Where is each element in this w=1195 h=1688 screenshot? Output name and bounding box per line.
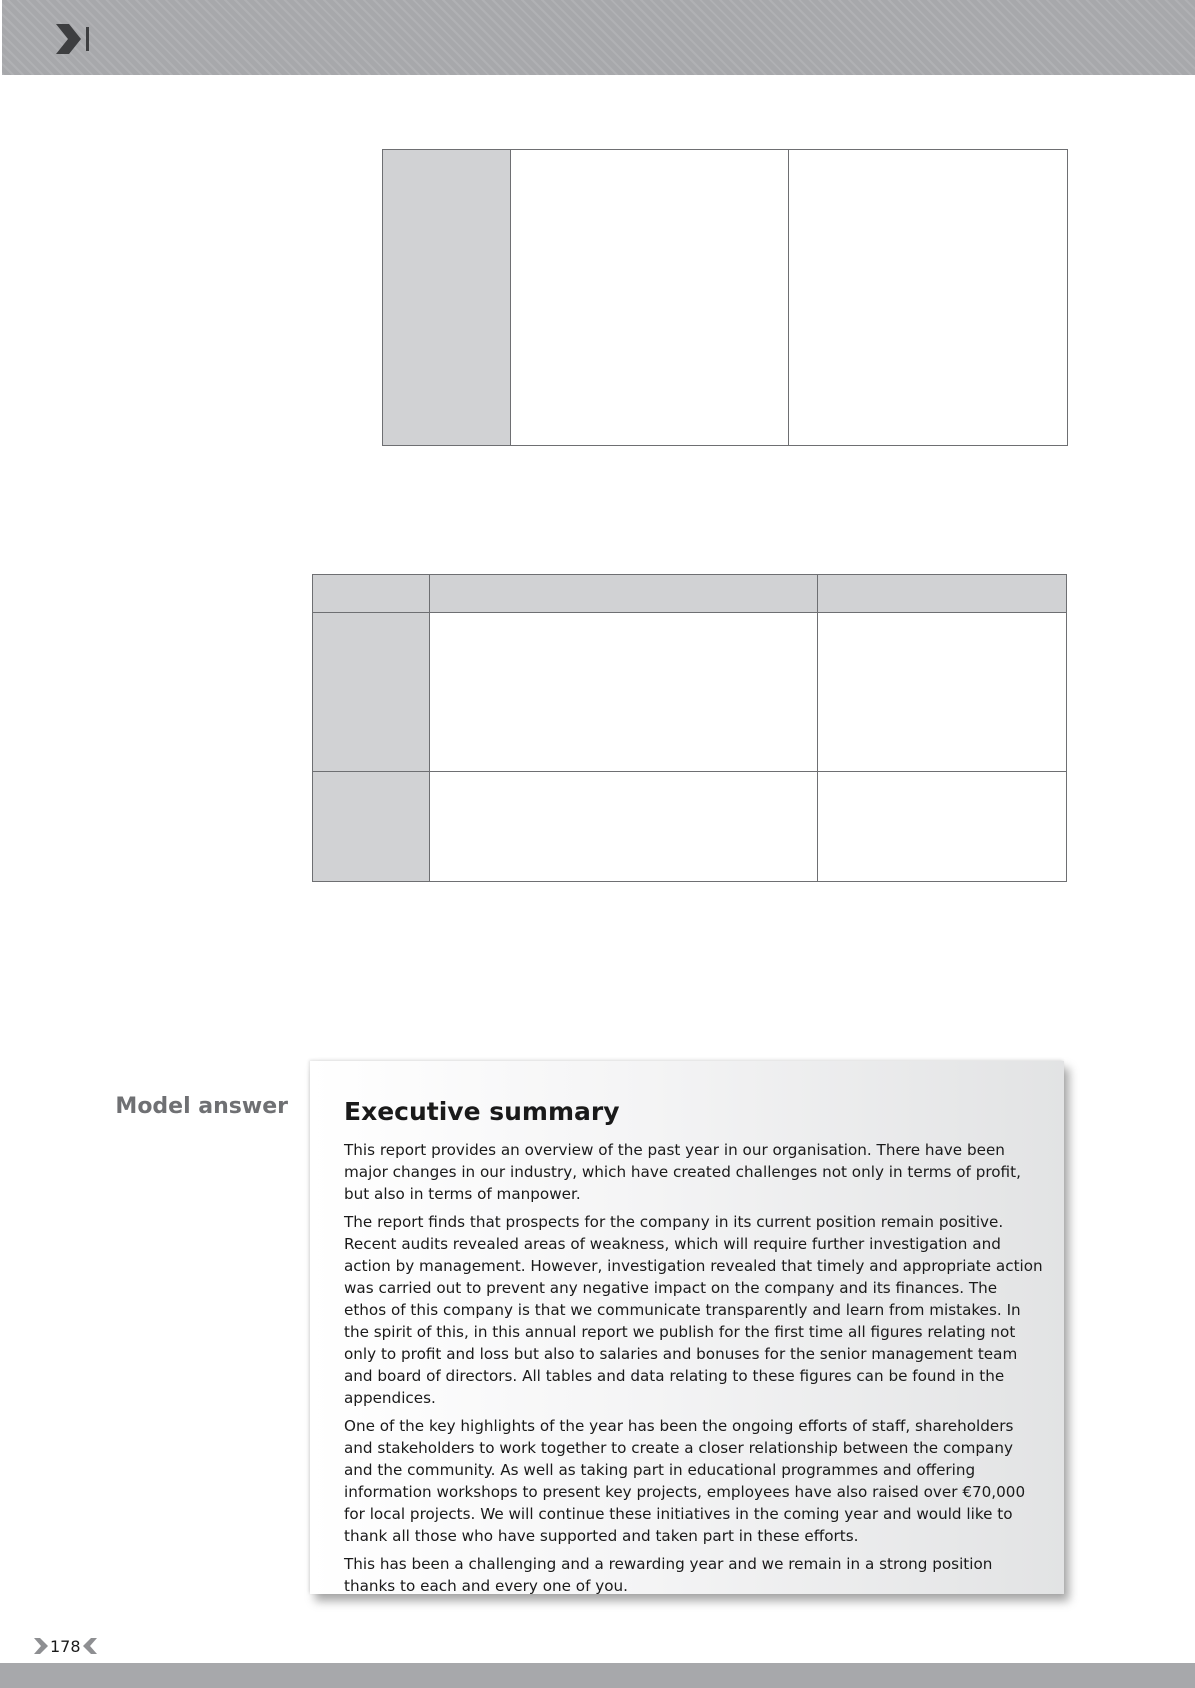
blank-table-bottom (312, 574, 1067, 882)
page-number: 178 (50, 1636, 81, 1656)
table-cell (789, 150, 1067, 445)
summary-paragraph: One of the key highlights of the year has been the ongoing efforts of staff, shareholders and stakeholders to work together to create a closer relationship between the company and the community. As well as taking part in educational programmes and offering information workshops to present key projects, employees have also raised over €70,000 for local projects. We will continue these initiatives in the coming year and would like to thank all those who have supported and taken part in these efforts. (344, 1417, 1026, 1545)
table-header-cell (430, 575, 818, 613)
summary-paragraph: This report provides an overview of the past year in our organisation. There have been major changes in our industry, which have created challenges not only in terms of profit, but also in terms of manpower. (344, 1141, 1021, 1203)
table-row-header-cell (313, 772, 430, 882)
summary-title: Executive summary (344, 1097, 620, 1126)
table-cell (511, 150, 789, 445)
page-number-marker (34, 1636, 97, 1656)
table-row-header-cell (313, 613, 430, 772)
table-header-row (313, 575, 1067, 613)
blank-table-top (382, 149, 1068, 446)
footer-band (0, 1663, 1195, 1688)
table-cell (818, 772, 1067, 882)
header-band (2, 0, 1195, 75)
table-header-cell (313, 575, 430, 613)
skip-forward-icon (56, 24, 92, 54)
table-row (313, 613, 1067, 772)
executive-summary-box (310, 1061, 1064, 1594)
table-row (313, 772, 1067, 882)
table-cell (430, 772, 818, 882)
table-header-column (383, 150, 511, 445)
summary-paragraph: This has been a challenging and a rewarding year and we remain in a strong position thanks to each and every one of you. (344, 1555, 993, 1595)
summary-paragraph: The report finds that prospects for the company in its current position remain positive. Recent audits revealed areas of weakness, which will require further investigation and action by management. However, investigation revealed that timely and appropriate action was carried out to prevent any negative impact on the company and its finances. The ethos of this company is that we communicate transparently and learn from mistakes. In the spirit of this, in this annual report we publish for the first time all figures relating not only to profit and loss but also to salaries and bonuses for the senior management team and board of directors. All tables and data relating to these figures can be found in the appendices. (344, 1213, 1043, 1407)
chevron-left-icon (83, 1638, 97, 1654)
table-header-cell (818, 575, 1067, 613)
table-cell (818, 613, 1067, 772)
table-cell (430, 613, 818, 772)
chevron-right-icon (34, 1638, 48, 1654)
model-answer-label: Model answer (115, 1094, 288, 1119)
